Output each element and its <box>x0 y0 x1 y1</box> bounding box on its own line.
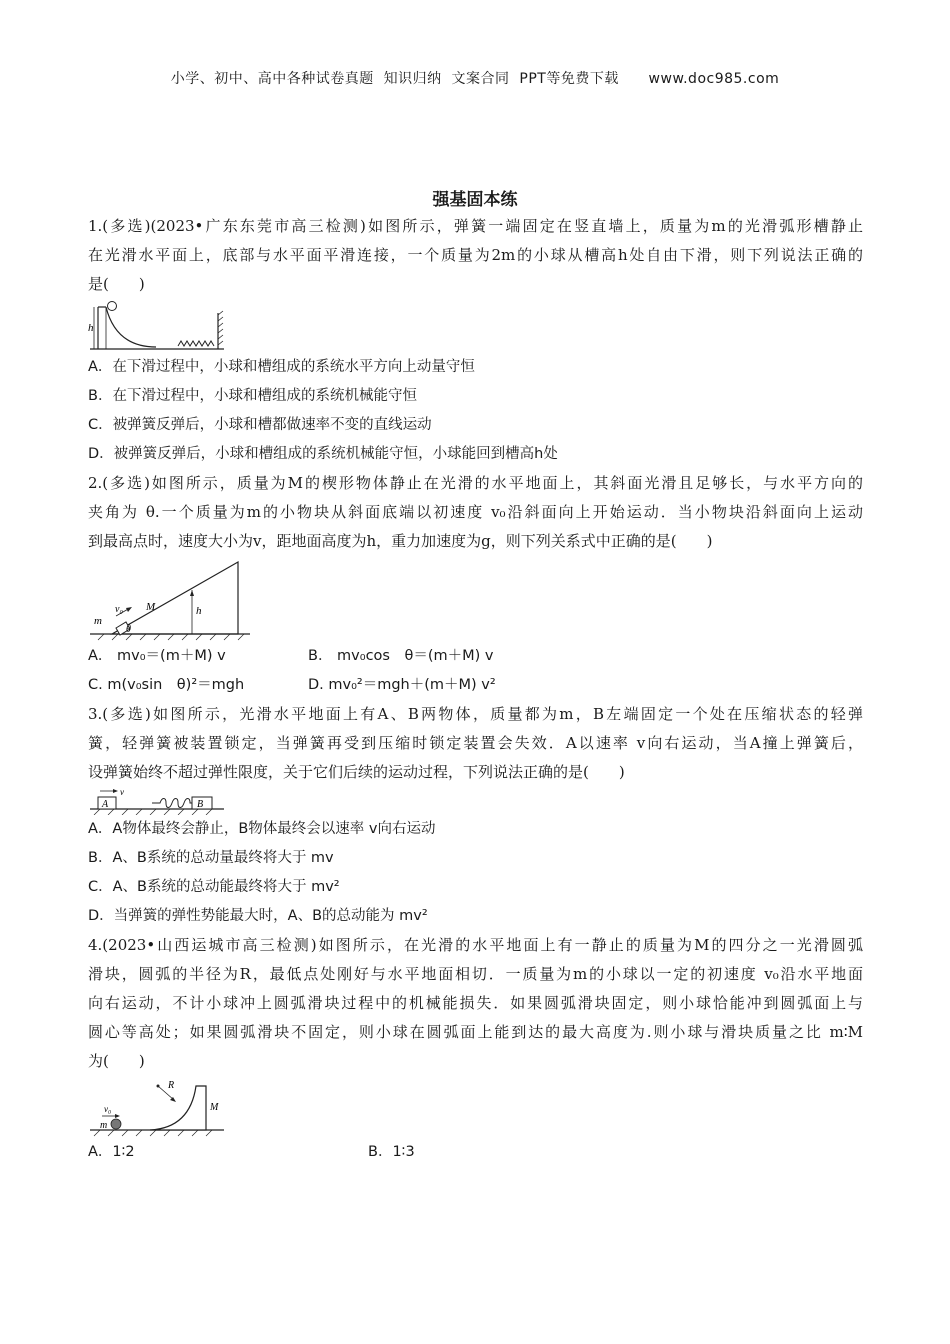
q4-line-2: 滑块，圆弧的半径为R，最低点处刚好与水平地面相切．一质量为m的小球以一定的初速度 v₀沿水平地面 <box>88 965 863 983</box>
q3-option-c: C．A、B系统的总动能最终将大于 mv² <box>88 879 340 895</box>
q3-line-3: 设弹簧始终不超过弹性限度，关于它们后续的运动过程，下列说法正确的是( ) <box>88 763 625 781</box>
q3-option-d: D．当弹簧的弹性势能最大时，A、B的总动能为 mv² <box>88 908 428 924</box>
section-title: 强基固本练 <box>432 190 518 210</box>
q2-fig-label-theta: θ <box>126 624 131 635</box>
q1-fig-label-h: h <box>88 322 94 334</box>
q3-line-1: 3.(多选)如图所示，光滑水平地面上有A、B两物体，质量都为m，B左端固定一个处在压缩状态的轻弹 <box>88 705 863 723</box>
q4-option-b: B．1∶3 <box>368 1144 415 1160</box>
q4-line-1: 4.(2023•山西运城市高三检测)如图所示，在光滑的水平地面上有一静止的质量为M的四分之一光滑圆弧 <box>88 936 863 954</box>
q4-fig-label-v0: v₀ <box>104 1104 112 1114</box>
q4-figure-arc-slider <box>88 1076 228 1138</box>
q3-option-b: B．A、B系统的总动量最终将大于 mv <box>88 850 334 866</box>
q4-line-4: 圆心等高处；如果圆弧滑块不固定，则小球在圆弧面上能到达的最大高度为.则小球与滑块质量之比 m∶M <box>88 1023 863 1041</box>
q3-line-2: 簧，轻弹簧被装置锁定，当弹簧再受到压缩时锁定装置会失效．A以速率 v向右运动，当A撞上弹簧后， <box>88 734 863 752</box>
q2-fig-label-h: h <box>196 605 202 617</box>
q2-line-3: 到最高点时，速度大小为v，距地面高度为h，重力加速度为g，则下列关系式中正确的是( ) <box>88 532 713 550</box>
question-body <box>88 212 863 1167</box>
question-1 <box>88 212 863 469</box>
q1-option-d: D．被弹簧反弹后，小球和槽组成的系统机械能守恒，小球能回到槽高h处 <box>88 446 558 462</box>
q4-line-3: 向右运动，不计小球冲上圆弧滑块过程中的机械能损失．如果圆弧滑块固定，则小球恰能冲到圆弧面上与 <box>88 994 863 1012</box>
question-2 <box>88 469 863 700</box>
q2-figure-wedge <box>88 558 253 642</box>
q2-fig-label-v0: v₀ <box>115 604 123 615</box>
q4-options-row-1 <box>88 1138 863 1167</box>
q3-fig-label-A: A <box>102 799 109 810</box>
q1-option-c: C．被弹簧反弹后，小球和槽都做速率不变的直线运动 <box>88 417 432 433</box>
q1-figure-arc-groove-spring <box>88 299 228 353</box>
q1-line-2: 在光滑水平面上，底部与水平面平滑连接，一个质量为2m的小球从槽高h处自由下滑，则下列说法正确的 <box>88 246 863 264</box>
q2-fig-label-m: m <box>94 615 102 627</box>
question-3 <box>88 700 863 931</box>
q4-fig-label-M: M <box>210 1102 219 1113</box>
q2-line-1: 2.(多选)如图所示，质量为M的楔形物体静止在光滑的水平地面上，其斜面光滑且足够长，与水平方向的 <box>88 474 863 492</box>
q1-line-1: 1.(多选)(2023•广东东莞市高三检测)如图所示，弹簧一端固定在竖直墙上，质量为m的光滑弧形槽静止 <box>88 217 863 235</box>
q3-figure-blocks-spring <box>88 787 228 815</box>
q4-fig-label-m: m <box>100 1120 108 1131</box>
q4-line-5: 为( ) <box>88 1052 145 1070</box>
q1-option-b: B．在下滑过程中，小球和槽组成的系统机械能守恒 <box>88 388 417 404</box>
q2-fig-label-M: M <box>146 601 156 613</box>
page-header: 小学、初中、高中各种试卷真题 知识归纳 文案合同 PPT等免费下载 www.doc985.com <box>170 71 780 87</box>
q2-options-row-2 <box>88 671 863 700</box>
q1-line-3: 是( ) <box>88 275 145 293</box>
q3-fig-label-B: B <box>197 799 204 810</box>
q2-option-a: A． mv₀＝(m＋M) v <box>88 648 226 664</box>
q2-option-c: C. m(v₀sin θ)²＝mgh <box>88 677 245 693</box>
q4-option-a: A．1∶2 <box>88 1144 135 1160</box>
q2-option-b: B． mv₀cos θ＝(m＋M) v <box>308 648 494 664</box>
q1-option-a: A．在下滑过程中，小球和槽组成的系统水平方向上动量守恒 <box>88 359 475 375</box>
q2-line-2: 夹角为 θ.一个质量为m的小物块从斜面底端以初速度 v₀沿斜面向上开始运动．当小物块沿斜面向上运动 <box>88 503 863 521</box>
q4-fig-label-R: R <box>168 1080 175 1091</box>
q2-option-d: D. mv₀²＝mgh＋(m＋M) v² <box>308 677 496 693</box>
q2-options-row-1 <box>88 642 863 671</box>
q3-fig-label-v: v <box>120 787 124 797</box>
q3-option-a: A．A物体最终会静止，B物体最终会以速率 v向右运动 <box>88 821 436 837</box>
question-4 <box>88 931 863 1167</box>
